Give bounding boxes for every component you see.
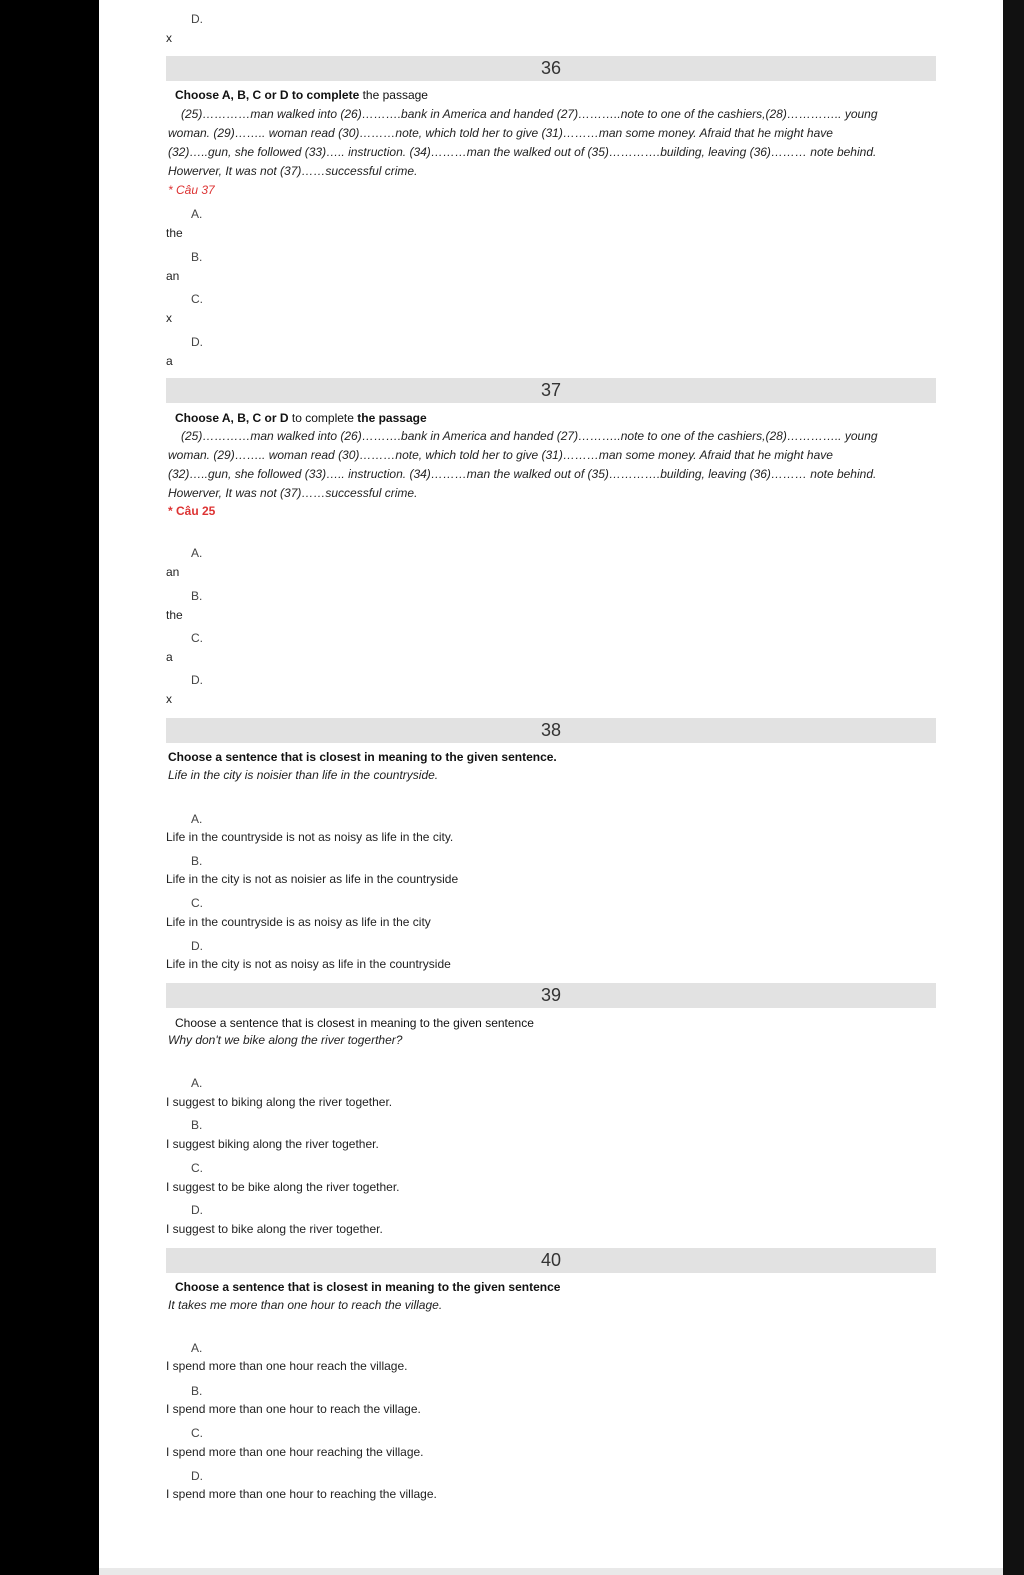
question-number-bar: [166, 56, 936, 81]
question-number: 40: [540, 1250, 562, 1270]
option-value[interactable]: I suggest biking along the river together.: [166, 1137, 379, 1151]
question-number-bar: [166, 983, 936, 1008]
question-instruction: Choose A, B, C or D to complete the passage: [175, 88, 428, 102]
bottom-strip: [99, 1568, 1003, 1575]
option-letter: A.: [191, 546, 203, 560]
option-letter: D.: [191, 673, 203, 687]
option-letter: A.: [191, 207, 203, 221]
option-letter: C.: [191, 896, 203, 910]
option-value[interactable]: I spend more than one hour reaching the village.: [166, 1445, 424, 1459]
option-letter: D.: [191, 12, 203, 26]
question-number-bar: [166, 1248, 936, 1273]
option-letter: C.: [191, 292, 203, 306]
option-letter: A.: [191, 1341, 203, 1355]
option-letter: B.: [191, 589, 203, 603]
option-letter: C.: [191, 631, 203, 645]
question-instruction: Choose a sentence that is closest in meaning to the given sentence: [175, 1016, 534, 1030]
option-value[interactable]: Life in the countryside is as noisy as life in the city: [166, 915, 431, 929]
question-instruction: Choose a sentence that is closest in meaning to the given sentence.: [168, 750, 557, 764]
option-value[interactable]: Life in the city is not as noisy as life in the countryside: [166, 957, 451, 971]
quiz-page: [99, 0, 1003, 1568]
option-value[interactable]: I suggest to be bike along the river together.: [166, 1180, 400, 1194]
option-letter: D.: [191, 335, 203, 349]
sub-question-label: * Câu 37: [168, 183, 215, 197]
sub-question-label: * Câu 25: [168, 504, 216, 518]
question-instruction: Choose A, B, C or D to complete the passage: [175, 411, 427, 425]
option-letter: C.: [191, 1161, 203, 1175]
option-letter: B.: [191, 854, 203, 868]
option-value[interactable]: I suggest to bike along the river together.: [166, 1222, 383, 1236]
option-letter: B.: [191, 1118, 203, 1132]
question-number: 38: [540, 720, 562, 740]
option-value[interactable]: I spend more than one hour reach the village.: [166, 1359, 408, 1373]
option-value[interactable]: the: [166, 226, 183, 240]
option-letter: D.: [191, 939, 203, 953]
option-value[interactable]: an: [166, 565, 180, 579]
option-letter: A.: [191, 1076, 203, 1090]
passage-text: (25)…………man walked into (26)……….bank in America and handed (27)………..note to one of the cashiers,(28)………….. young woman. (29)…….. woman read (30)………note, which told her to give (31)………man some money. Afraid that he might have (32)…..gun, she followed (33)….. instruction. (34)………man the walked out of (35)………….building, leaving (36)……… note behind. Howerver, It was not (37)……successful crime.: [168, 429, 878, 500]
option-value[interactable]: the: [166, 608, 183, 622]
option-value[interactable]: I suggest to biking along the river together.: [166, 1095, 393, 1109]
option-letter: B.: [191, 250, 203, 264]
option-letter: C.: [191, 1426, 203, 1440]
option-value[interactable]: I spend more than one hour to reaching the village.: [166, 1487, 437, 1501]
option-value[interactable]: x: [166, 31, 172, 45]
option-letter: B.: [191, 1384, 203, 1398]
option-value[interactable]: x: [166, 311, 172, 325]
question-number-bar: [166, 718, 936, 743]
question-number: 39: [540, 985, 562, 1005]
option-value[interactable]: Life in the city is not as noisier as life in the countryside: [166, 872, 459, 886]
passage-text: (25)…………man walked into (26)……….bank in America and handed (27)………..note to one of the cashiers,(28)………….. young woman. (29)…….. woman read (30)………note, which told her to give (31)………man some money. Afraid that he might have (32)…..gun, she followed (33)….. instruction. (34)………man the walked out of (35)………….building, leaving (36)……… note behind. Howerver, It was not (37)……successful crime.: [168, 107, 878, 178]
option-letter: D.: [191, 1203, 203, 1217]
option-value[interactable]: Life in the countryside is not as noisy as life in the city.: [166, 830, 454, 844]
given-sentence: It takes me more than one hour to reach the village.: [168, 1298, 443, 1312]
question-number-bar: [166, 378, 936, 403]
question-number: 37: [540, 380, 562, 400]
question-number: 36: [540, 58, 562, 78]
option-value[interactable]: I spend more than one hour to reach the village.: [166, 1402, 421, 1416]
option-value[interactable]: a: [166, 650, 173, 664]
option-value[interactable]: x: [166, 692, 172, 706]
given-sentence: Life in the city is noisier than life in the countryside.: [168, 768, 439, 782]
option-value[interactable]: a: [166, 354, 173, 368]
option-value[interactable]: an: [166, 269, 180, 283]
given-sentence: Why don't we bike along the river togerther?: [168, 1033, 403, 1047]
question-instruction: Choose a sentence that is closest in meaning to the given sentence: [175, 1280, 561, 1294]
right-edge-bar: [1003, 0, 1024, 1575]
option-letter: A.: [191, 812, 203, 826]
option-letter: D.: [191, 1469, 203, 1483]
